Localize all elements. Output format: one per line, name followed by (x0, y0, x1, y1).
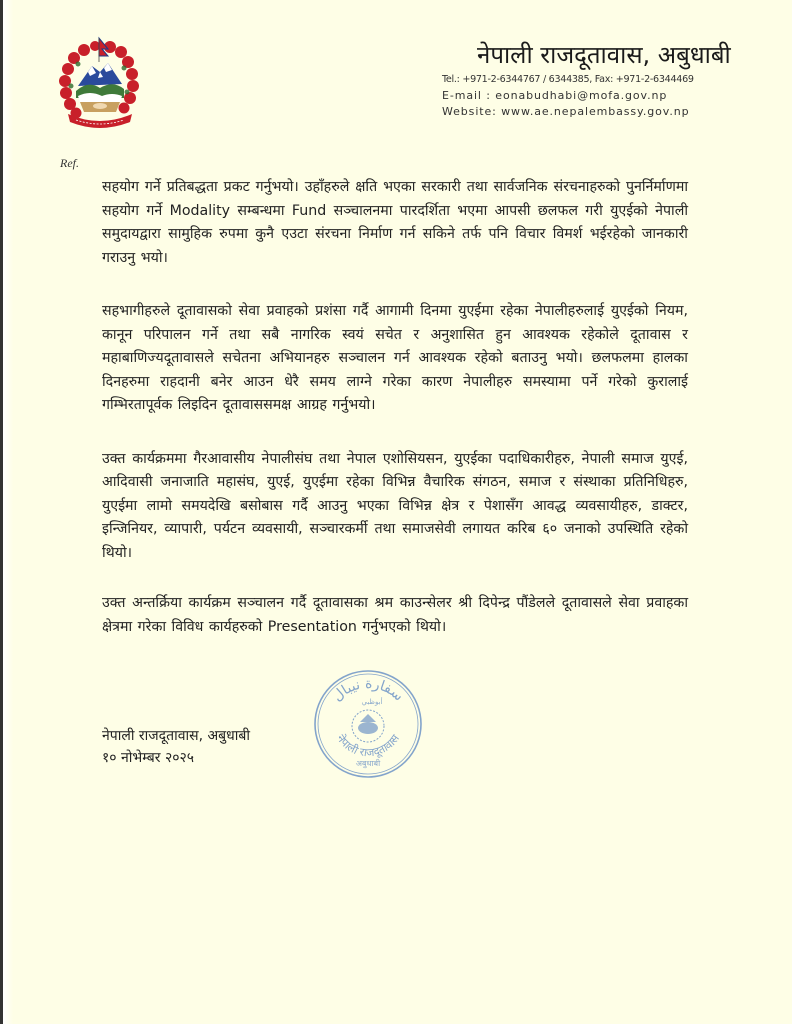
embassy-title: नेपाली राजदूतावास, अबुधाबी (477, 41, 731, 69)
tel-fax: Tel.: +971-2-6344767 / 6344385, Fax: +971-2-6344469 (442, 74, 694, 85)
email-line: E-mail : eonabudhabi@mofa.gov.np (442, 89, 668, 102)
svg-text:अबुधाबी: अबुधाबी (355, 759, 381, 768)
page-edge-margin (3, 0, 13, 1024)
letter-body (102, 176, 688, 669)
paragraph-4: उक्त अन्तर्क्रिया कार्यक्रम सञ्चालन गर्दै दूतावासका श्रम काउन्सेलर श्री दिपेन्द्र पौंडेलले दूतावासले सेवा प्रवाहका क्षेत्रमा गरेका विविध कार्यहरुको Presentation गर्नुभएको थियो। (102, 595, 688, 635)
website-line: Website: www.ae.nepalembassy.gov.np (442, 105, 690, 118)
paragraph-2: सहभागीहरुले दूतावासको सेवा प्रवाहको प्रशंसा गर्दै आगामी दिनमा युएईमा रहेका नेपालीहरुलाई युएईको नियम, कानून परिपालन गर्ने तथा सबै नागरिक स्वयं सचेत र अनुशासित हुन आवश्यक रहेकोले दूतावास र महाबाणिज्यदूतावासले सचेतना अभियानहरु सञ्चालन गर्न आवश्यक रहेको बताउनु भयो। छलफलमा हालका दिनहरुमा राहदानी बनेर आउन धेरै समय लाग्ने गरेका कारण नेपालीहरु समस्यामा पर्ने गरेको कुरालाई गम्भिरतापूर्वक लिइदिन दूतावाससमक्ष आग्रह गर्नुभयो। (102, 303, 688, 413)
svg-text:أبوظبي: أبوظبي (361, 698, 383, 706)
paragraph-3: उक्त कार्यक्रममा गैरआवासीय नेपालीसंघ तथा नेपाल एशोसियसन, युएईका पदाधिकारीहरु, नेपाली समाज युएई, आदिवासी जनाजाति महासंघ, युएई, युएईमा रहेका विभिन्न वैचारिक संगठन, समाज र संस्थाका प्रतिनिधिहरु, युएईमा लामो समयदेखि बसोबास गर्दै आउनु भएका विभिन्न क्षेत्र र पेशासँग आवद्ध व्यवसायीहरु, डाक्टर, इन्जिनियर, व्यापारी, पर्यटन व्यवसायी, सञ्चारकर्मी तथा समाजसेवी लगायत करिब ६० जनाको उपस्थिति रहेको थियो। (102, 450, 688, 561)
svg-text:नेपाली राजदूतावास: नेपाली राजदूतावास (334, 732, 403, 760)
issuer-name: नेपाली राजदूतावास, अबुधाबी (102, 728, 251, 744)
signature-block (102, 725, 250, 769)
nepal-coat-of-arms-icon (58, 36, 140, 136)
letterhead (442, 40, 752, 120)
issue-date: १० नोभेम्बर २०२५ (102, 750, 195, 766)
ref-label: Ref. (60, 156, 79, 170)
svg-text:سفارة نيبال: سفارة نيبال (329, 675, 407, 705)
embassy-seal-stamp-icon (312, 668, 424, 780)
paragraph-1: सहयोग गर्ने प्रतिबद्धता प्रकट गर्नुभयो। उहाँहरुले क्षति भएका सरकारी तथा सार्वजनिक संरचनाहरुको पुनर्निर्माणमा सहयोग गर्ने Modality सम्बन्धमा Fund सञ्चालनमा पारदर्शिता भएमा आपसी छलफल गरी युएईको नेपाली समुदायद्वारा सामुहिक रुपमा कुनै एउटा संरचना निर्माण गर्न सकिने तर्फ पनि विचार विमर्श भईरहेको जानकारी गराउनु भयो। (102, 179, 688, 266)
